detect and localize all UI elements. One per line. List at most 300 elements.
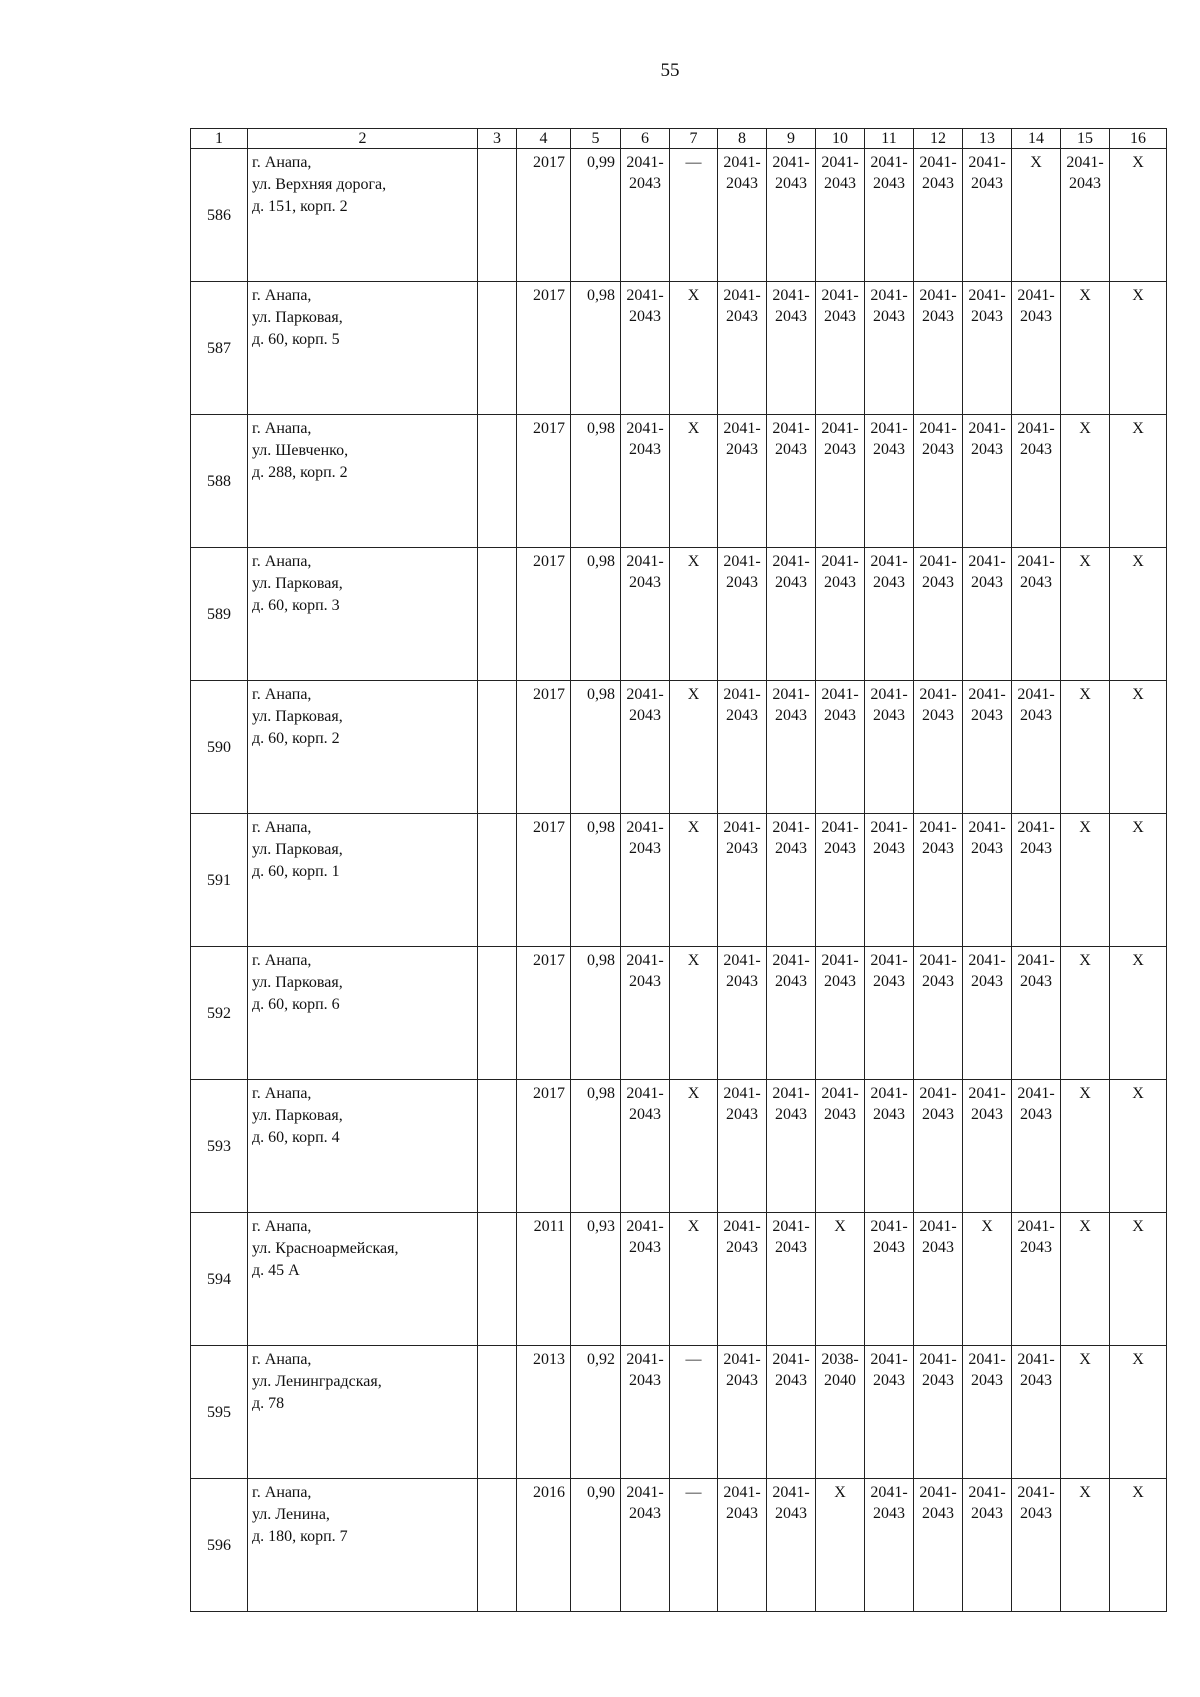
period-cell-col-8: [718, 149, 767, 282]
coefficient-cell: 0,99: [571, 149, 621, 282]
period-text: 2041-: [626, 819, 664, 836]
period-cell-col-14: [1012, 415, 1061, 548]
year-cell: 2017: [517, 149, 571, 282]
period-text: X: [1132, 420, 1144, 437]
period-cell-col-13: [963, 681, 1012, 814]
column-3-cell: [478, 282, 517, 415]
period-text: 2043: [922, 840, 954, 857]
period-text: 2043: [873, 707, 905, 724]
period-text: 2041-: [626, 420, 664, 437]
period-text: 2041-: [772, 952, 810, 969]
period-text: 2041-: [870, 1351, 908, 1368]
period-text: 2043: [922, 1106, 954, 1123]
period-cell-col-8: [718, 415, 767, 548]
period-cell-col-10: [816, 1080, 865, 1213]
address-line: ул. Ленина,: [252, 1506, 330, 1523]
period-cell-col-14: [1012, 149, 1061, 282]
period-text: 2041-: [723, 1218, 761, 1235]
year-cell: 2017: [517, 681, 571, 814]
period-text: 2043: [922, 1239, 954, 1256]
address-line: г. Анапа,: [252, 686, 312, 703]
period-cell-col-6: [621, 548, 670, 681]
period-text: 2043: [726, 707, 758, 724]
period-text: X: [687, 1218, 700, 1235]
column-header-9: 9: [767, 129, 816, 149]
period-cell-col-16: [1110, 1080, 1167, 1213]
period-cell-col-9: [767, 415, 816, 548]
period-text: 2043: [775, 973, 807, 990]
period-text: 2041-: [772, 1484, 810, 1501]
period-text: 2041-: [968, 686, 1006, 703]
period-cell-col-12: [914, 415, 963, 548]
period-text: X: [1132, 154, 1144, 171]
period-text: 2041-: [919, 420, 957, 437]
address-line: д. 60, корп. 4: [252, 1129, 340, 1146]
period-text: 2043: [873, 840, 905, 857]
period-text: 2043: [873, 308, 905, 325]
column-number-row: [191, 129, 1167, 149]
period-cell-col-13: [963, 1346, 1012, 1479]
year-cell: 2017: [517, 947, 571, 1080]
period-text: 2041-: [772, 686, 810, 703]
table-row: [191, 947, 1167, 1080]
period-text: X: [687, 686, 700, 703]
period-cell-col-15: [1061, 1213, 1110, 1346]
row-number: 589: [191, 548, 248, 681]
period-cell-col-11: [865, 548, 914, 681]
period-text: 2041-: [919, 1351, 957, 1368]
period-text: 2043: [1020, 574, 1052, 591]
period-text: X: [687, 420, 700, 437]
period-text: 2043: [873, 574, 905, 591]
period-cell-col-14: [1012, 1080, 1061, 1213]
period-cell-col-11: [865, 947, 914, 1080]
year-cell: 2017: [517, 548, 571, 681]
period-text: 2043: [873, 1372, 905, 1389]
period-text: 2043: [873, 973, 905, 990]
address-line: г. Анапа,: [252, 154, 312, 171]
period-text: 2041-: [772, 1351, 810, 1368]
period-text: 2041-: [1017, 1085, 1055, 1102]
address-line: д. 180, корп. 7: [252, 1528, 348, 1545]
period-cell-col-14: [1012, 1213, 1061, 1346]
period-cell-col-6: [621, 415, 670, 548]
period-text: 2041-: [723, 287, 761, 304]
period-text: 2043: [922, 574, 954, 591]
period-text: 2041-: [723, 819, 761, 836]
period-cell-col-16: [1110, 681, 1167, 814]
period-text: 2043: [971, 175, 1003, 192]
period-text: 2041-: [968, 952, 1006, 969]
table-row: [191, 1479, 1167, 1612]
period-text: 2041-: [772, 819, 810, 836]
period-cell-col-12: [914, 548, 963, 681]
period-text: 2041-: [968, 553, 1006, 570]
address-line: г. Анапа,: [252, 1218, 312, 1235]
period-text: 2041-: [821, 420, 859, 437]
period-text: 2043: [629, 1106, 661, 1123]
period-text: 2043: [775, 175, 807, 192]
address-cell: [248, 282, 478, 415]
address-line: г. Анапа,: [252, 1351, 312, 1368]
period-text: 2043: [922, 1372, 954, 1389]
period-text: 2041-: [821, 686, 859, 703]
period-text: 2043: [629, 1505, 661, 1522]
row-number: 588: [191, 415, 248, 548]
period-text: X: [687, 952, 700, 969]
period-text: 2043: [775, 1372, 807, 1389]
period-text: X: [1132, 1351, 1144, 1368]
table-row: [191, 1080, 1167, 1213]
period-cell-col-10: [816, 1346, 865, 1479]
period-text: 2041-: [772, 1218, 810, 1235]
period-text: 2041-: [870, 819, 908, 836]
address-cell: [248, 1080, 478, 1213]
period-cell-col-15: [1061, 149, 1110, 282]
period-cell-col-11: [865, 681, 914, 814]
period-text: 2043: [775, 441, 807, 458]
period-cell-col-10: [816, 149, 865, 282]
period-cell-col-6: [621, 1346, 670, 1479]
period-text: 2041-: [723, 154, 761, 171]
period-text: 2043: [824, 707, 856, 724]
address-line: ул. Ленинградская,: [252, 1373, 382, 1390]
period-text: X: [1079, 420, 1091, 437]
period-text: 2043: [824, 441, 856, 458]
period-text: 2043: [824, 574, 856, 591]
period-text: 2041-: [968, 1484, 1006, 1501]
column-3-cell: [478, 149, 517, 282]
period-text: 2043: [629, 840, 661, 857]
period-text: 2041-: [821, 1085, 859, 1102]
address-cell: [248, 1213, 478, 1346]
period-text: 2041-: [968, 420, 1006, 437]
column-3-cell: [478, 814, 517, 947]
period-text: 2041-: [626, 553, 664, 570]
period-text: 2043: [726, 574, 758, 591]
period-text: 2041-: [821, 287, 859, 304]
period-text: 2043: [824, 840, 856, 857]
period-text: 2041-: [772, 287, 810, 304]
period-text: 2041-: [870, 686, 908, 703]
address-cell: [248, 149, 478, 282]
table-row: [191, 282, 1167, 415]
address-line: д. 60, корп. 3: [252, 597, 340, 614]
period-cell-col-16: [1110, 415, 1167, 548]
year-cell: 2017: [517, 282, 571, 415]
period-cell-col-7: [670, 415, 718, 548]
period-text: 2041-: [626, 154, 664, 171]
period-cell-col-12: [914, 1479, 963, 1612]
column-header-1: 1: [191, 129, 248, 149]
address-line: г. Анапа,: [252, 1484, 312, 1501]
period-text: 2043: [971, 1106, 1003, 1123]
period-text: 2043: [629, 707, 661, 724]
column-header-5: 5: [571, 129, 621, 149]
address-line: д. 78: [252, 1395, 285, 1412]
period-cell-col-11: [865, 814, 914, 947]
period-cell-col-15: [1061, 282, 1110, 415]
period-cell-col-9: [767, 1080, 816, 1213]
period-cell-col-10: [816, 947, 865, 1080]
period-text: 2041-: [626, 686, 664, 703]
period-text: 2043: [1020, 308, 1052, 325]
period-text: 2041-: [1066, 154, 1104, 171]
period-cell-col-9: [767, 947, 816, 1080]
period-text: 2043: [726, 1505, 758, 1522]
period-cell-col-8: [718, 1213, 767, 1346]
period-text: 2043: [775, 574, 807, 591]
period-text: 2041-: [821, 154, 859, 171]
period-cell-col-6: [621, 149, 670, 282]
address-line: д. 288, корп. 2: [252, 464, 348, 481]
period-text: X: [834, 1484, 846, 1501]
period-cell-col-6: [621, 814, 670, 947]
column-header-13: 13: [963, 129, 1012, 149]
period-text: 2041-: [919, 952, 957, 969]
period-cell-col-8: [718, 548, 767, 681]
period-cell-col-6: [621, 1080, 670, 1213]
period-text: 2043: [971, 840, 1003, 857]
column-header-3: 3: [478, 129, 517, 149]
period-text: 2043: [629, 175, 661, 192]
period-text: 2043: [1020, 1372, 1052, 1389]
table-row: [191, 1213, 1167, 1346]
period-text: 2043: [775, 1505, 807, 1522]
period-text: 2041-: [626, 1085, 664, 1102]
period-cell-col-6: [621, 1479, 670, 1612]
row-number: 594: [191, 1213, 248, 1346]
period-cell-col-15: [1061, 548, 1110, 681]
period-cell-col-14: [1012, 814, 1061, 947]
period-text: X: [1132, 952, 1144, 969]
period-text: 2041-: [919, 1218, 957, 1235]
period-cell-col-8: [718, 814, 767, 947]
period-cell-col-9: [767, 548, 816, 681]
period-cell-col-13: [963, 947, 1012, 1080]
period-text: 2043: [1020, 1106, 1052, 1123]
period-cell-col-7: [670, 1213, 718, 1346]
period-text: 2043: [1020, 707, 1052, 724]
period-text: 2041-: [723, 686, 761, 703]
period-text: 2043: [922, 707, 954, 724]
year-cell: 2017: [517, 1080, 571, 1213]
period-cell-col-12: [914, 282, 963, 415]
period-cell-col-7: [670, 681, 718, 814]
column-3-cell: [478, 681, 517, 814]
address-line: ул. Красноармейская,: [252, 1240, 399, 1257]
period-cell-col-10: [816, 415, 865, 548]
period-cell-col-9: [767, 1346, 816, 1479]
column-header-12: 12: [914, 129, 963, 149]
period-text: 2041-: [968, 1351, 1006, 1368]
table-row: [191, 149, 1167, 282]
period-text: X: [1079, 287, 1091, 304]
period-text: 2043: [922, 973, 954, 990]
period-text: X: [687, 1085, 700, 1102]
period-text: 2041-: [1017, 287, 1055, 304]
address-cell: [248, 1346, 478, 1479]
period-text: 2043: [922, 1505, 954, 1522]
period-text: 2041-: [870, 420, 908, 437]
period-cell-col-15: [1061, 1080, 1110, 1213]
column-3-cell: [478, 1479, 517, 1612]
period-cell-col-16: [1110, 548, 1167, 681]
table-row: [191, 548, 1167, 681]
period-cell-col-8: [718, 947, 767, 1080]
year-cell: 2016: [517, 1479, 571, 1612]
period-text: X: [1132, 686, 1144, 703]
address-line: д. 60, корп. 1: [252, 863, 340, 880]
coefficient-cell: 0,92: [571, 1346, 621, 1479]
period-cell-col-9: [767, 1213, 816, 1346]
period-text: X: [1132, 553, 1144, 570]
period-text: 2043: [629, 574, 661, 591]
period-text: 2043: [1020, 840, 1052, 857]
period-text: 2041-: [919, 553, 957, 570]
address-cell: [248, 947, 478, 1080]
period-text: 2041-: [968, 1085, 1006, 1102]
period-cell-col-8: [718, 681, 767, 814]
period-text: X: [1132, 1218, 1144, 1235]
period-text: 2043: [824, 973, 856, 990]
column-header-7: 7: [670, 129, 718, 149]
period-cell-col-10: [816, 548, 865, 681]
period-cell-col-12: [914, 681, 963, 814]
period-cell-col-12: [914, 1080, 963, 1213]
period-cell-col-16: [1110, 282, 1167, 415]
coefficient-cell: 0,98: [571, 681, 621, 814]
period-text: X: [1079, 1351, 1091, 1368]
period-text: 2041-: [919, 287, 957, 304]
period-text: 2041-: [723, 952, 761, 969]
period-text: 2043: [726, 1372, 758, 1389]
period-cell-col-7: [670, 1346, 718, 1479]
period-cell-col-9: [767, 149, 816, 282]
address-line: г. Анапа,: [252, 952, 312, 969]
period-text: 2043: [971, 707, 1003, 724]
period-text: 2043: [824, 175, 856, 192]
period-text: 2041-: [723, 553, 761, 570]
period-text: 2041-: [772, 553, 810, 570]
column-3-cell: [478, 548, 517, 681]
period-text: 2041-: [821, 819, 859, 836]
coefficient-cell: 0,98: [571, 548, 621, 681]
period-cell-col-7: [670, 814, 718, 947]
period-text: 2041-: [870, 1484, 908, 1501]
period-text: X: [1132, 819, 1144, 836]
period-text: 2043: [726, 175, 758, 192]
period-cell-col-9: [767, 681, 816, 814]
period-text: 2041-: [1017, 686, 1055, 703]
period-text: 2041-: [1017, 1351, 1055, 1368]
period-cell-col-7: [670, 1080, 718, 1213]
period-text: X: [1079, 1484, 1091, 1501]
address-line: д. 45 А: [252, 1262, 300, 1279]
period-text: 2043: [629, 973, 661, 990]
row-number: 587: [191, 282, 248, 415]
period-text: 2041-: [919, 1484, 957, 1501]
table-row: [191, 814, 1167, 947]
period-text: 2041-: [1017, 1218, 1055, 1235]
period-text: 2043: [922, 441, 954, 458]
period-text: 2043: [971, 441, 1003, 458]
period-text: 2043: [726, 308, 758, 325]
period-text: X: [687, 553, 700, 570]
period-cell-col-13: [963, 415, 1012, 548]
address-line: д. 60, корп. 5: [252, 331, 340, 348]
address-line: ул. Парковая,: [252, 575, 343, 592]
period-text: 2041-: [626, 1218, 664, 1235]
period-cell-col-10: [816, 1479, 865, 1612]
period-cell-col-11: [865, 282, 914, 415]
period-text: 2043: [726, 1106, 758, 1123]
period-cell-col-16: [1110, 1346, 1167, 1479]
period-text: 2043: [824, 1106, 856, 1123]
period-cell-col-9: [767, 282, 816, 415]
period-text: X: [687, 287, 700, 304]
column-3-cell: [478, 1346, 517, 1479]
address-cell: [248, 548, 478, 681]
period-text: X: [981, 1218, 993, 1235]
period-cell-col-13: [963, 282, 1012, 415]
address-cell: [248, 814, 478, 947]
period-text: X: [1079, 686, 1091, 703]
period-cell-col-16: [1110, 814, 1167, 947]
period-cell-col-11: [865, 1479, 914, 1612]
period-cell-col-11: [865, 1346, 914, 1479]
period-cell-col-16: [1110, 1479, 1167, 1612]
period-text: 2041-: [723, 420, 761, 437]
period-text: 2041-: [1017, 553, 1055, 570]
period-text: 2041-: [919, 154, 957, 171]
period-text: 2041-: [626, 287, 664, 304]
period-text: 2043: [1020, 441, 1052, 458]
period-text: 2043: [775, 308, 807, 325]
period-text: 2043: [922, 175, 954, 192]
period-cell-col-7: [670, 1479, 718, 1612]
period-cell-col-11: [865, 415, 914, 548]
coefficient-cell: 0,98: [571, 415, 621, 548]
period-text: 2041-: [870, 553, 908, 570]
period-text: 2041-: [772, 420, 810, 437]
period-cell-col-6: [621, 282, 670, 415]
period-text: 2043: [775, 707, 807, 724]
period-text: 2043: [971, 973, 1003, 990]
column-header-11: 11: [865, 129, 914, 149]
table-body: [191, 149, 1167, 1612]
period-cell-col-8: [718, 282, 767, 415]
row-number: 591: [191, 814, 248, 947]
period-text: 2041-: [772, 1085, 810, 1102]
address-line: д. 151, корп. 2: [252, 198, 348, 215]
period-text: 2043: [824, 308, 856, 325]
table-row: [191, 415, 1167, 548]
period-text: 2041-: [1017, 1484, 1055, 1501]
period-cell-col-7: [670, 947, 718, 1080]
period-cell-col-10: [816, 1213, 865, 1346]
period-text: 2041-: [870, 1218, 908, 1235]
period-cell-col-7: [670, 548, 718, 681]
period-text: 2043: [726, 973, 758, 990]
address-line: г. Анапа,: [252, 553, 312, 570]
period-cell-col-16: [1110, 1213, 1167, 1346]
period-text: 2041-: [723, 1484, 761, 1501]
column-3-cell: [478, 1080, 517, 1213]
period-text: X: [1079, 952, 1091, 969]
row-number: 586: [191, 149, 248, 282]
period-text: 2043: [873, 441, 905, 458]
